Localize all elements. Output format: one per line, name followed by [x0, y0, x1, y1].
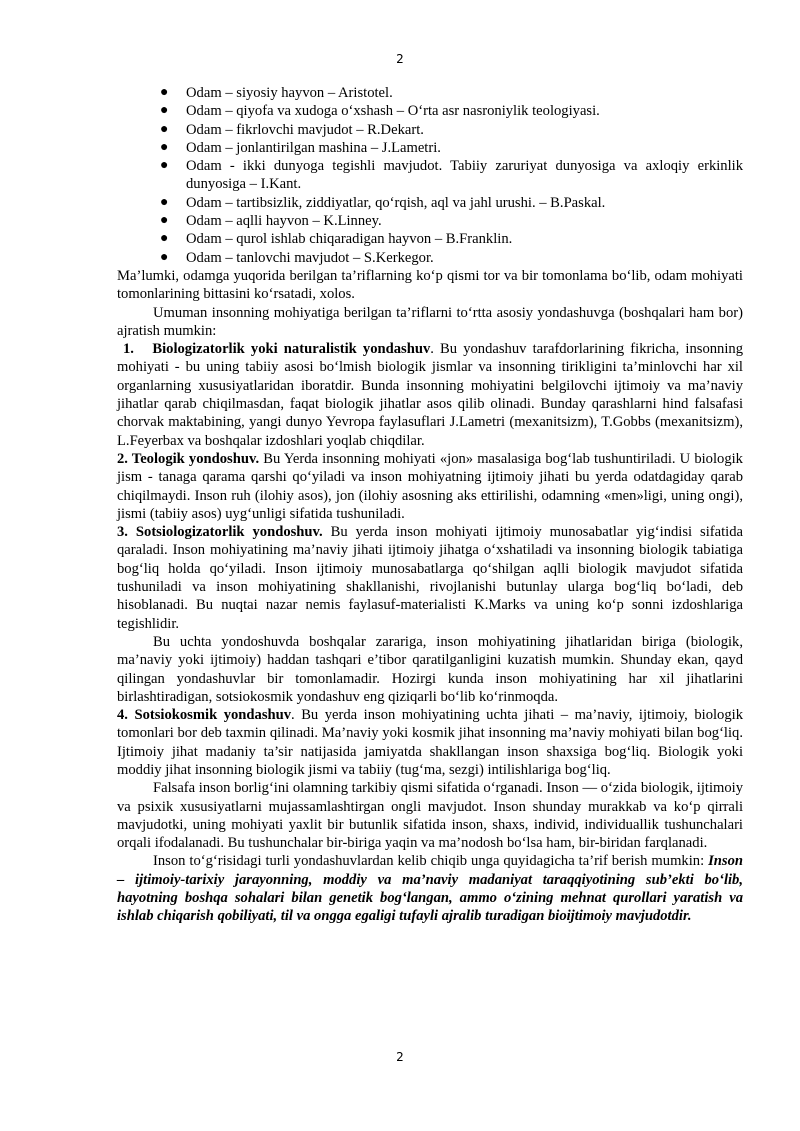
list-item: ● Odam – tartibsizlik, ziddiyatlar, qo‘rqish, aql va jahl urushi. – B.Paskal.: [160, 194, 606, 211]
approach-1-title: Biologizatorlik yoki naturalistik yondashuv: [152, 341, 431, 358]
bullet-icon: ●: [160, 213, 169, 229]
page-number-bottom: 2: [396, 1050, 404, 1064]
approach-2-title: 2. Teologik yondoshuv.: [117, 450, 260, 467]
definition-paragraph: [117, 852, 743, 925]
list-item: ● Odam – siyosiy hayvon – Aristotel.: [160, 85, 393, 101]
bullet-icon: ●: [160, 103, 169, 119]
list-item: ● Odam – fikrlovchi mavjudot – R.Dekart.: [160, 121, 424, 138]
definitions-list: [117, 84, 743, 267]
approach-2-text: Bu Yerda insonning mohiyati «jon» masalasiga bog‘lab tushuntiriladi. U biologik jism - tanaga qarama qarshi qo‘yiladi va inson mohiyatning ijtimoiy jihati bu yerda odatdagiday qarab chiqilmaydi. Inson ruh (ilohiy asos), jon (ilohiy asosning aks ettirilishi, odamning «men»ligi, uning ongi), jismi (tabiiy asos) uyg‘unligi sifatida tushuniladi.: [117, 450, 743, 522]
approach-1-text: . Bu yondashuv tarafdorlarining fikricha, insonning mohiyati - bu uning tabiiy asosi bo‘lmish biologik jismlar va insonning tirikligini ta’minlovchi har xil organlarning xususiyatlaridan iboratdir. Bunda insonning mohiyatini belgilovchi ijtimoiy va ma’naviy jihatlar qarab chiqilmasdan, faqat biologik jihatlar asos qilib olinadi. Bunday qarashlarni hind falsafasi chorvak maktabining, yangi dunyo Yevropa faylasuflari J.Lametri (mexanitsizm), T.Gobbs (mexanitsizm), L.Feyerbax va boshqalar izdoshlari yoqlab chiqdilar.: [117, 341, 744, 449]
bullet-icon: ●: [160, 249, 169, 265]
list-item: ● Odam - ikki dunyoga tegishli mavjudot. Tabiiy zaruriyat dunyosiga va axloqiy erkinlik dunyosiga – I.Kant.: [160, 158, 743, 193]
bullet-icon: ●: [160, 139, 169, 155]
philosophy-paragraph: Falsafa inson borlig‘ini olamning tarkibiy qismi sifatida o‘rganadi. Inson — o‘zida biologik, ijtimoiy va psixik xususiyatlarni mujassamlashtirgan ongli mavjudot. Inson shunday murakkab va ko‘p qirrali mavjudotki, uning mohiyati yaxlit bir butunlik sifatida inson, shaxs, individ, individuallik tushunchalari orqali ifodalanadi. Bu tushunchalar bir-biriga yaqin va ma’nodosh bo‘lsa ham, bir-biridan farqlanadi.: [117, 780, 743, 852]
approach-2-paragraph: [117, 450, 743, 523]
approach-3-paragraph: [117, 523, 743, 633]
list-item: ● Odam – jonlantirilgan mashina – J.Lametri.: [160, 139, 441, 156]
definition-lead: Inson to‘g‘risidagi turli yondashuvlardan kelib chiqib unga quyidagicha ta’rif berish mumkin:: [153, 853, 709, 870]
intro-paragraph: Ma’lumki, odamga yuqorida berilgan ta’riflarning ko‘p qismi tor va bir tomonlama bo‘lib, odam mohiyati tomonlarining bittasini ko‘rsatadi, xolos.: [117, 267, 743, 303]
bullet-icon: ●: [160, 158, 169, 174]
page-number-top: 2: [396, 52, 404, 66]
approach-4-text: . Bu yerda inson mohiyatining uchta jihati – ma’naviy, ijtimoiy, biologik tomonlari bor deb taxmin qilinadi. Ma’naviy yoki kosmik jihat insonning ma’naviy mohiyati bilan bog‘liq. Ijtimoiy jihat madaniy ta’sir natijasida jamiyatda shakllangan inson shaxsiga bog‘liq. Biologik yoki moddiy jihat insonning biologik jismi va tabiiy (tug‘ma, sezgi) intilishlariga bog‘liq.: [117, 707, 743, 778]
three-approaches-paragraph: Bu uchta yondoshuvda boshqalar zarariga, inson mohiyatining jihatlaridan biriga (biologik, ma’naviy yoki ijtimoiy) haddan tashqari e’tibor qaratilganligini kuzatish mumkin. Shunday ekan, qayd qilingan yondashuvlar bir tomonlamadir. Hozirgi kunda inson mohiyatining har xil jihatlarini birlashtiradigan, sotsiokosmik yondashuv eng qiziqarli bo‘lib ko‘rinmoqda.: [117, 633, 743, 705]
document-body: [117, 84, 743, 926]
list-item: ● Odam – qurol ishlab chiqaradigan hayvon – B.Franklin.: [160, 231, 513, 248]
definition-text: Inson – ijtimoiy-tarixiy jarayonning, moddiy va ma’naviy madaniyat taraqqiyotining sub’ekti bo‘lib, hayotning boshqa sohalari bilan genetik bog‘langan, ammo o‘zining mehnat qurollari yaratish va ishlab chiqarish qobiliyati, til va ongga egaligi tufayli ajralib turadigan bioijtimoiy mavjudotdir.: [117, 853, 743, 925]
approach-3-text: Bu yerda inson mohiyati ijtimoiy munosabatlar yig‘indisi sifatida qaraladi. Inson mohiyatining ma’naviy jihati ijtimoiy jihatga o‘xshatiladi va insonning biologik tabiatiga bog‘liq holda qo‘yiladi. Inson ijtimoiy munosabatlarga qo‘shilgan aqlli biologik mavjudot sifatida tushuniladi va inson mohiyatining shakllanishi, rivojlanishi butunlay ularga bog‘liq bo‘ladi, deb hisoblanadi. Bu nuqtai nazar nemis faylasuf-materialisti K.Marks va uning ko‘p sonni izdoshlariga tegishlidir.: [117, 524, 743, 632]
approach-1-paragraph: [117, 340, 743, 450]
approach-1-number: 1.: [123, 341, 134, 358]
bullet-icon: ●: [160, 85, 169, 100]
approach-4-paragraph: [117, 706, 743, 779]
approaches-paragraph: Umuman insonning mohiyatiga berilgan ta’riflarni to‘rtta asosiy yondashuvga (boshqalari ham bor) ajratish mumkin:: [117, 304, 743, 339]
list-item: ● Odam – tanlovchi mavjudot – S.Kerkegor.: [160, 249, 434, 266]
bullet-icon: ●: [160, 121, 169, 137]
list-item: ● Odam – aqlli hayvon – K.Linney.: [160, 213, 382, 230]
bullet-icon: ●: [160, 194, 169, 210]
approach-4-title: 4. Sotsiokosmik yondashuv: [117, 707, 292, 724]
approach-3-title: 3. Sotsiologizatorlik yondoshuv.: [117, 524, 323, 541]
list-item: ● Odam – qiyofa va xudoga o‘xshash – O‘rta asr nasroniylik teologiyasi.: [160, 103, 600, 120]
bullet-icon: ●: [160, 231, 169, 247]
